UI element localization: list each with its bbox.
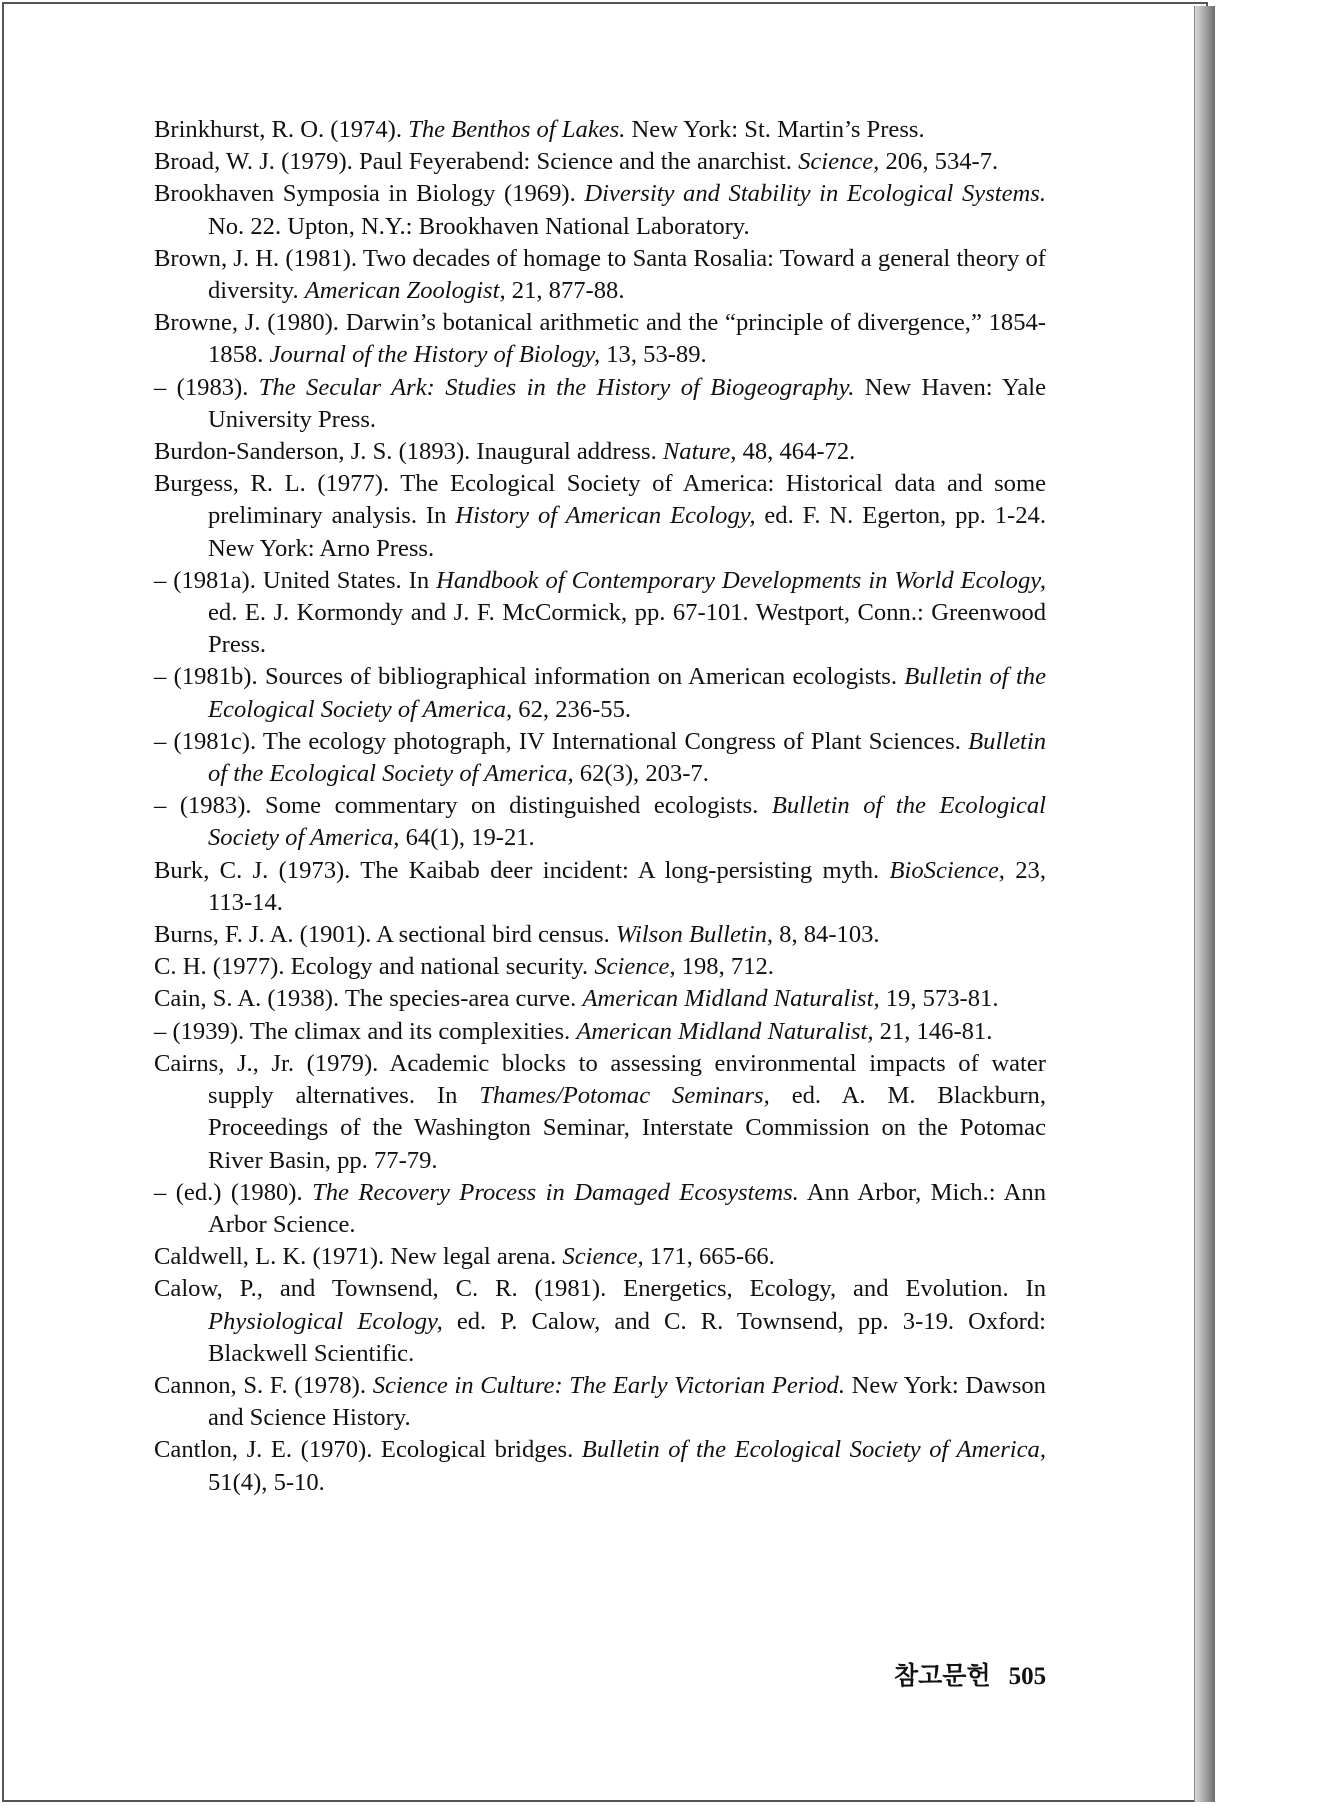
- reference-title: The Secular Ark: Studies in the History of Biogeography.: [258, 373, 855, 401]
- reference-text: – (1981b). Sources of bibliographical information on American ecologists.: [154, 663, 905, 691]
- reference-title: The Recovery Process in Damaged Ecosystems.: [312, 1178, 799, 1206]
- reference-entry: [154, 951, 1046, 983]
- reference-entry: [154, 790, 1046, 854]
- reference-details: ed. P. Calow, and C. R. Townsend, pp. 3-19. Oxford: Blackwell Scientific.: [208, 1307, 1046, 1367]
- reference-details: 62, 236-55.: [512, 695, 632, 723]
- reference-text: Burdon-Sanderson, J. S. (1893). Inaugural address.: [154, 438, 663, 466]
- reference-details: 13, 53-89.: [600, 341, 707, 369]
- page-number: 505: [1008, 1663, 1047, 1690]
- reference-details: 64(1), 19-21.: [399, 824, 535, 852]
- reference-entry: [154, 1016, 1046, 1048]
- reference-text: Burk, C. J. (1973). The Kaibab deer incident: A long-persisting myth.: [154, 856, 890, 884]
- reference-details: 171, 665-66.: [643, 1243, 775, 1271]
- page-footer: [894, 1656, 1046, 1692]
- reference-details: New York: Dawson and Science History.: [208, 1371, 1046, 1432]
- reference-text: C. H. (1977). Ecology and national security.: [154, 953, 595, 981]
- reference-title: Bulletin of the Ecological Society of America,: [208, 727, 1046, 788]
- reference-entry: [154, 436, 1046, 468]
- reference-details: 23, 113-14.: [208, 856, 1046, 916]
- reference-title: Journal of the History of Biology,: [269, 341, 601, 369]
- reference-details: 198, 712.: [675, 953, 774, 981]
- reference-entry: [154, 114, 1046, 146]
- reference-entry: [154, 468, 1046, 565]
- reference-title: Handbook of Contemporary Developments in World Ecology,: [436, 566, 1046, 594]
- reference-title: Wilson Bulletin,: [615, 921, 774, 949]
- reference-details: ed. A. M. Blackburn, Proceedings of the Washington Seminar, Interstate Commission on the Potomac River Basin, pp. 77-79.: [208, 1082, 1046, 1174]
- reference-title: Thames/Potomac Seminars,: [479, 1082, 770, 1110]
- reference-text: Burgess, R. L. (1977). The Ecological Society of America: Historical data and some preliminary analysis. In: [154, 470, 1046, 530]
- reference-title: American Midland Naturalist,: [582, 985, 880, 1013]
- reference-entry: [154, 726, 1046, 790]
- reference-text: – (1939). The climax and its complexities.: [154, 1017, 577, 1045]
- reference-entry: [154, 178, 1046, 242]
- reference-details: ed. E. J. Kormondy and J. F. McCormick, pp. 67-101. Westport, Conn.: Greenwood Press.: [208, 599, 1046, 659]
- reference-details: 48, 464-72.: [736, 438, 856, 466]
- reference-text: – (ed.) (1980).: [154, 1178, 313, 1206]
- reference-list: [154, 114, 1046, 1499]
- reference-text: Calow, P., and Townsend, C. R. (1981). Energetics, Ecology, and Evolution. In: [154, 1275, 1046, 1303]
- reference-title: Science in Culture: The Early Victorian Period.: [372, 1371, 845, 1399]
- reference-title: Science,: [798, 148, 880, 176]
- reference-entry: [154, 1048, 1046, 1177]
- reference-text: Brown, J. H. (1981). Two decades of homage to Santa Rosalia: Toward a general theory of diversity.: [154, 244, 1046, 305]
- section-label: 참고문헌: [894, 1663, 991, 1690]
- reference-text: Caldwell, L. K. (1971). New legal arena.: [154, 1243, 563, 1271]
- reference-entry: [154, 1273, 1046, 1370]
- reference-title: Bulletin of the Ecological Society of America,: [208, 792, 1046, 852]
- reference-title: History of American Ecology,: [455, 502, 756, 530]
- page-edge-shadow: [1194, 6, 1215, 1802]
- reference-entry: [154, 1370, 1046, 1434]
- reference-details: New York: St. Martin’s Press.: [625, 116, 925, 143]
- reference-title: American Zoologist,: [304, 277, 506, 305]
- reference-entry: [154, 1177, 1046, 1241]
- reference-text: Brookhaven Symposia in Biology (1969).: [154, 180, 585, 208]
- reference-title: Science,: [594, 953, 676, 981]
- reference-entry: [154, 146, 1046, 178]
- reference-text: – (1981c). The ecology photograph, IV International Congress of Plant Sciences.: [154, 727, 969, 755]
- reference-details: ed. F. N. Egerton, pp. 1-24. New York: Arno Press.: [208, 502, 1046, 562]
- reference-title: The Benthos of Lakes.: [408, 116, 626, 143]
- reference-entry: [154, 372, 1046, 436]
- reference-title: Nature,: [662, 438, 737, 466]
- reference-title: Physiological Ecology,: [208, 1307, 443, 1335]
- reference-entry: [154, 919, 1046, 951]
- reference-title: American Midland Naturalist,: [576, 1017, 874, 1045]
- reference-title: Science,: [562, 1243, 644, 1271]
- reference-details: No. 22. Upton, N.Y.: Brookhaven National Laboratory.: [208, 212, 750, 240]
- reference-entry: [154, 1434, 1046, 1498]
- reference-text: – (1981a). United States. In: [154, 566, 437, 594]
- reference-text: Burns, F. J. A. (1901). A sectional bird census.: [154, 921, 616, 949]
- reference-details: 19, 573-81.: [879, 985, 999, 1013]
- reference-text: – (1983). Some commentary on distinguished ecologists.: [154, 792, 772, 820]
- reference-text: Cairns, J., Jr. (1979). Academic blocks to assessing environmental impacts of water supply alternatives. In: [154, 1049, 1046, 1110]
- reference-title: Diversity and Stability in Ecological Systems.: [584, 180, 1046, 208]
- reference-entry: [154, 565, 1046, 662]
- reference-details: Ann Arbor, Mich.: Ann Arbor Science.: [208, 1178, 1046, 1238]
- reference-details: 51(4), 5-10.: [208, 1468, 325, 1496]
- reference-text: Broad, W. J. (1979). Paul Feyerabend: Science and the anarchist.: [154, 148, 799, 176]
- reference-details: 8, 84-103.: [773, 921, 880, 949]
- reference-text: Cannon, S. F. (1978).: [154, 1371, 373, 1399]
- reference-entry: [154, 661, 1046, 725]
- reference-details: 21, 877-88.: [505, 277, 625, 305]
- reference-details: 206, 534-7.: [879, 148, 999, 176]
- reference-text: Cantlon, J. E. (1970). Ecological bridges.: [154, 1436, 582, 1464]
- book-page: [2, 2, 1208, 1802]
- reference-text: – (1983).: [154, 373, 259, 401]
- reference-details: New Haven: Yale University Press.: [208, 373, 1047, 433]
- reference-title: Bulletin of the Ecological Society of America,: [581, 1436, 1046, 1464]
- reference-entry: [154, 983, 1046, 1015]
- reference-details: 21, 146-81.: [873, 1017, 993, 1045]
- reference-entry: [154, 1241, 1046, 1273]
- reference-entry: [154, 307, 1046, 371]
- reference-text: Brinkhurst, R. O. (1974).: [154, 116, 409, 143]
- reference-title: BioScience,: [889, 856, 1005, 884]
- reference-text: Browne, J. (1980). Darwin’s botanical arithmetic and the “principle of divergence,” 1854-1858.: [154, 309, 1046, 369]
- reference-text: Cain, S. A. (1938). The species-area curve.: [154, 985, 583, 1013]
- reference-entry: [154, 243, 1046, 307]
- reference-details: 62(3), 203-7.: [573, 760, 709, 788]
- reference-entry: [154, 855, 1046, 919]
- reference-title: Bulletin of the Ecological Society of America,: [208, 663, 1046, 723]
